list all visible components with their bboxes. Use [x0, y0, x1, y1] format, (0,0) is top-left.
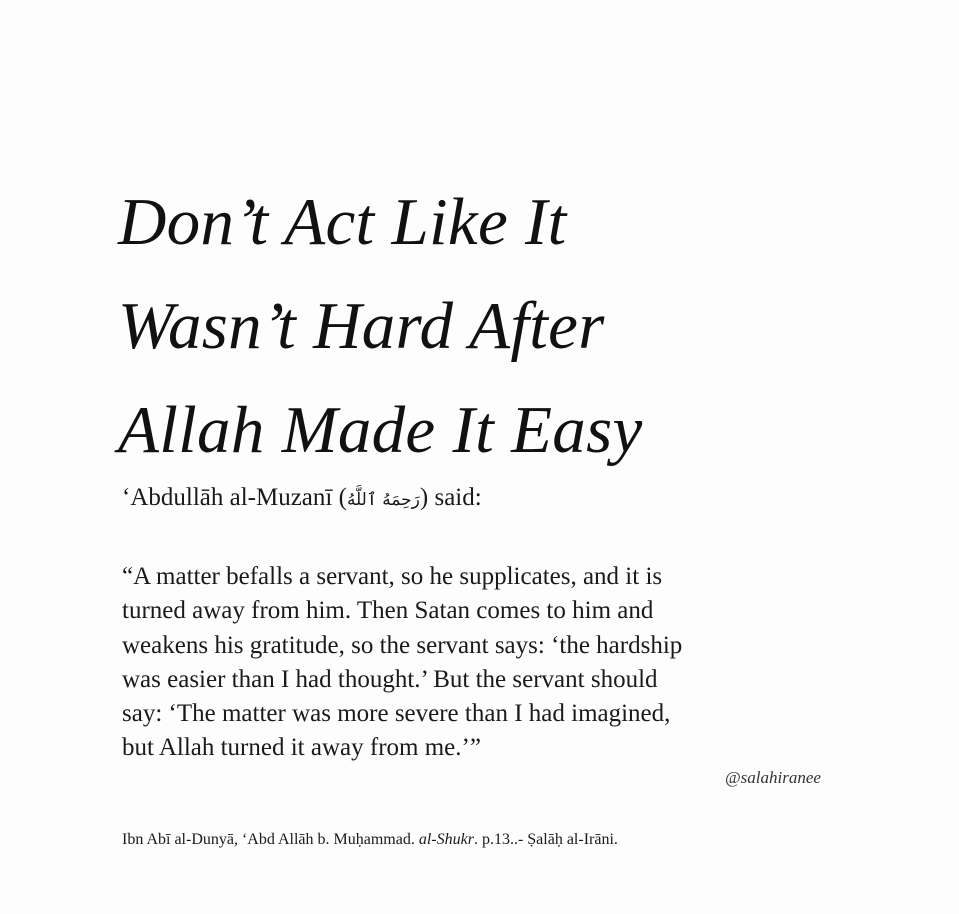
title-line: Don’t Act Like It — [118, 185, 567, 259]
honorific-arabic: رَحِمَهُ ٱللَّهُ — [346, 490, 420, 510]
quote-line: say: ‘The matter was more severe than I had imagined, — [122, 700, 671, 728]
citation-book-title: al-Shukr — [418, 831, 474, 848]
author-handle: @salahiranee — [725, 768, 821, 787]
quote-body — [122, 560, 862, 766]
quote-line: turned away from him. Then Satan comes to him and — [122, 597, 654, 625]
source-citation — [122, 828, 618, 852]
quote-line: weakens his gratitude, so the servant says: ‘the hardship — [122, 631, 683, 659]
page-title — [118, 170, 918, 482]
speaker-name: ‘Abdullāh al-Muzanī ( — [122, 484, 347, 511]
quote-line: “A matter befalls a servant, so he supplicates, and it is — [122, 563, 663, 590]
quote-line: was easier than I had thought.’ But the servant should — [122, 665, 658, 693]
title-line: Allah Made It Easy — [118, 393, 643, 467]
quote-attribution — [122, 480, 482, 518]
quote-line: but Allah turned it away from me.’” — [122, 734, 481, 762]
citation-suffix: . p.13..- Ṣalāḥ al-Irāni. — [473, 831, 618, 848]
citation-prefix: Ibn Abī al-Dunyā, ‘Abd Allāh b. Muḥammad. — [122, 831, 419, 848]
title-line: Wasn’t Hard After — [118, 289, 605, 363]
said-text: ) said: — [419, 484, 482, 511]
